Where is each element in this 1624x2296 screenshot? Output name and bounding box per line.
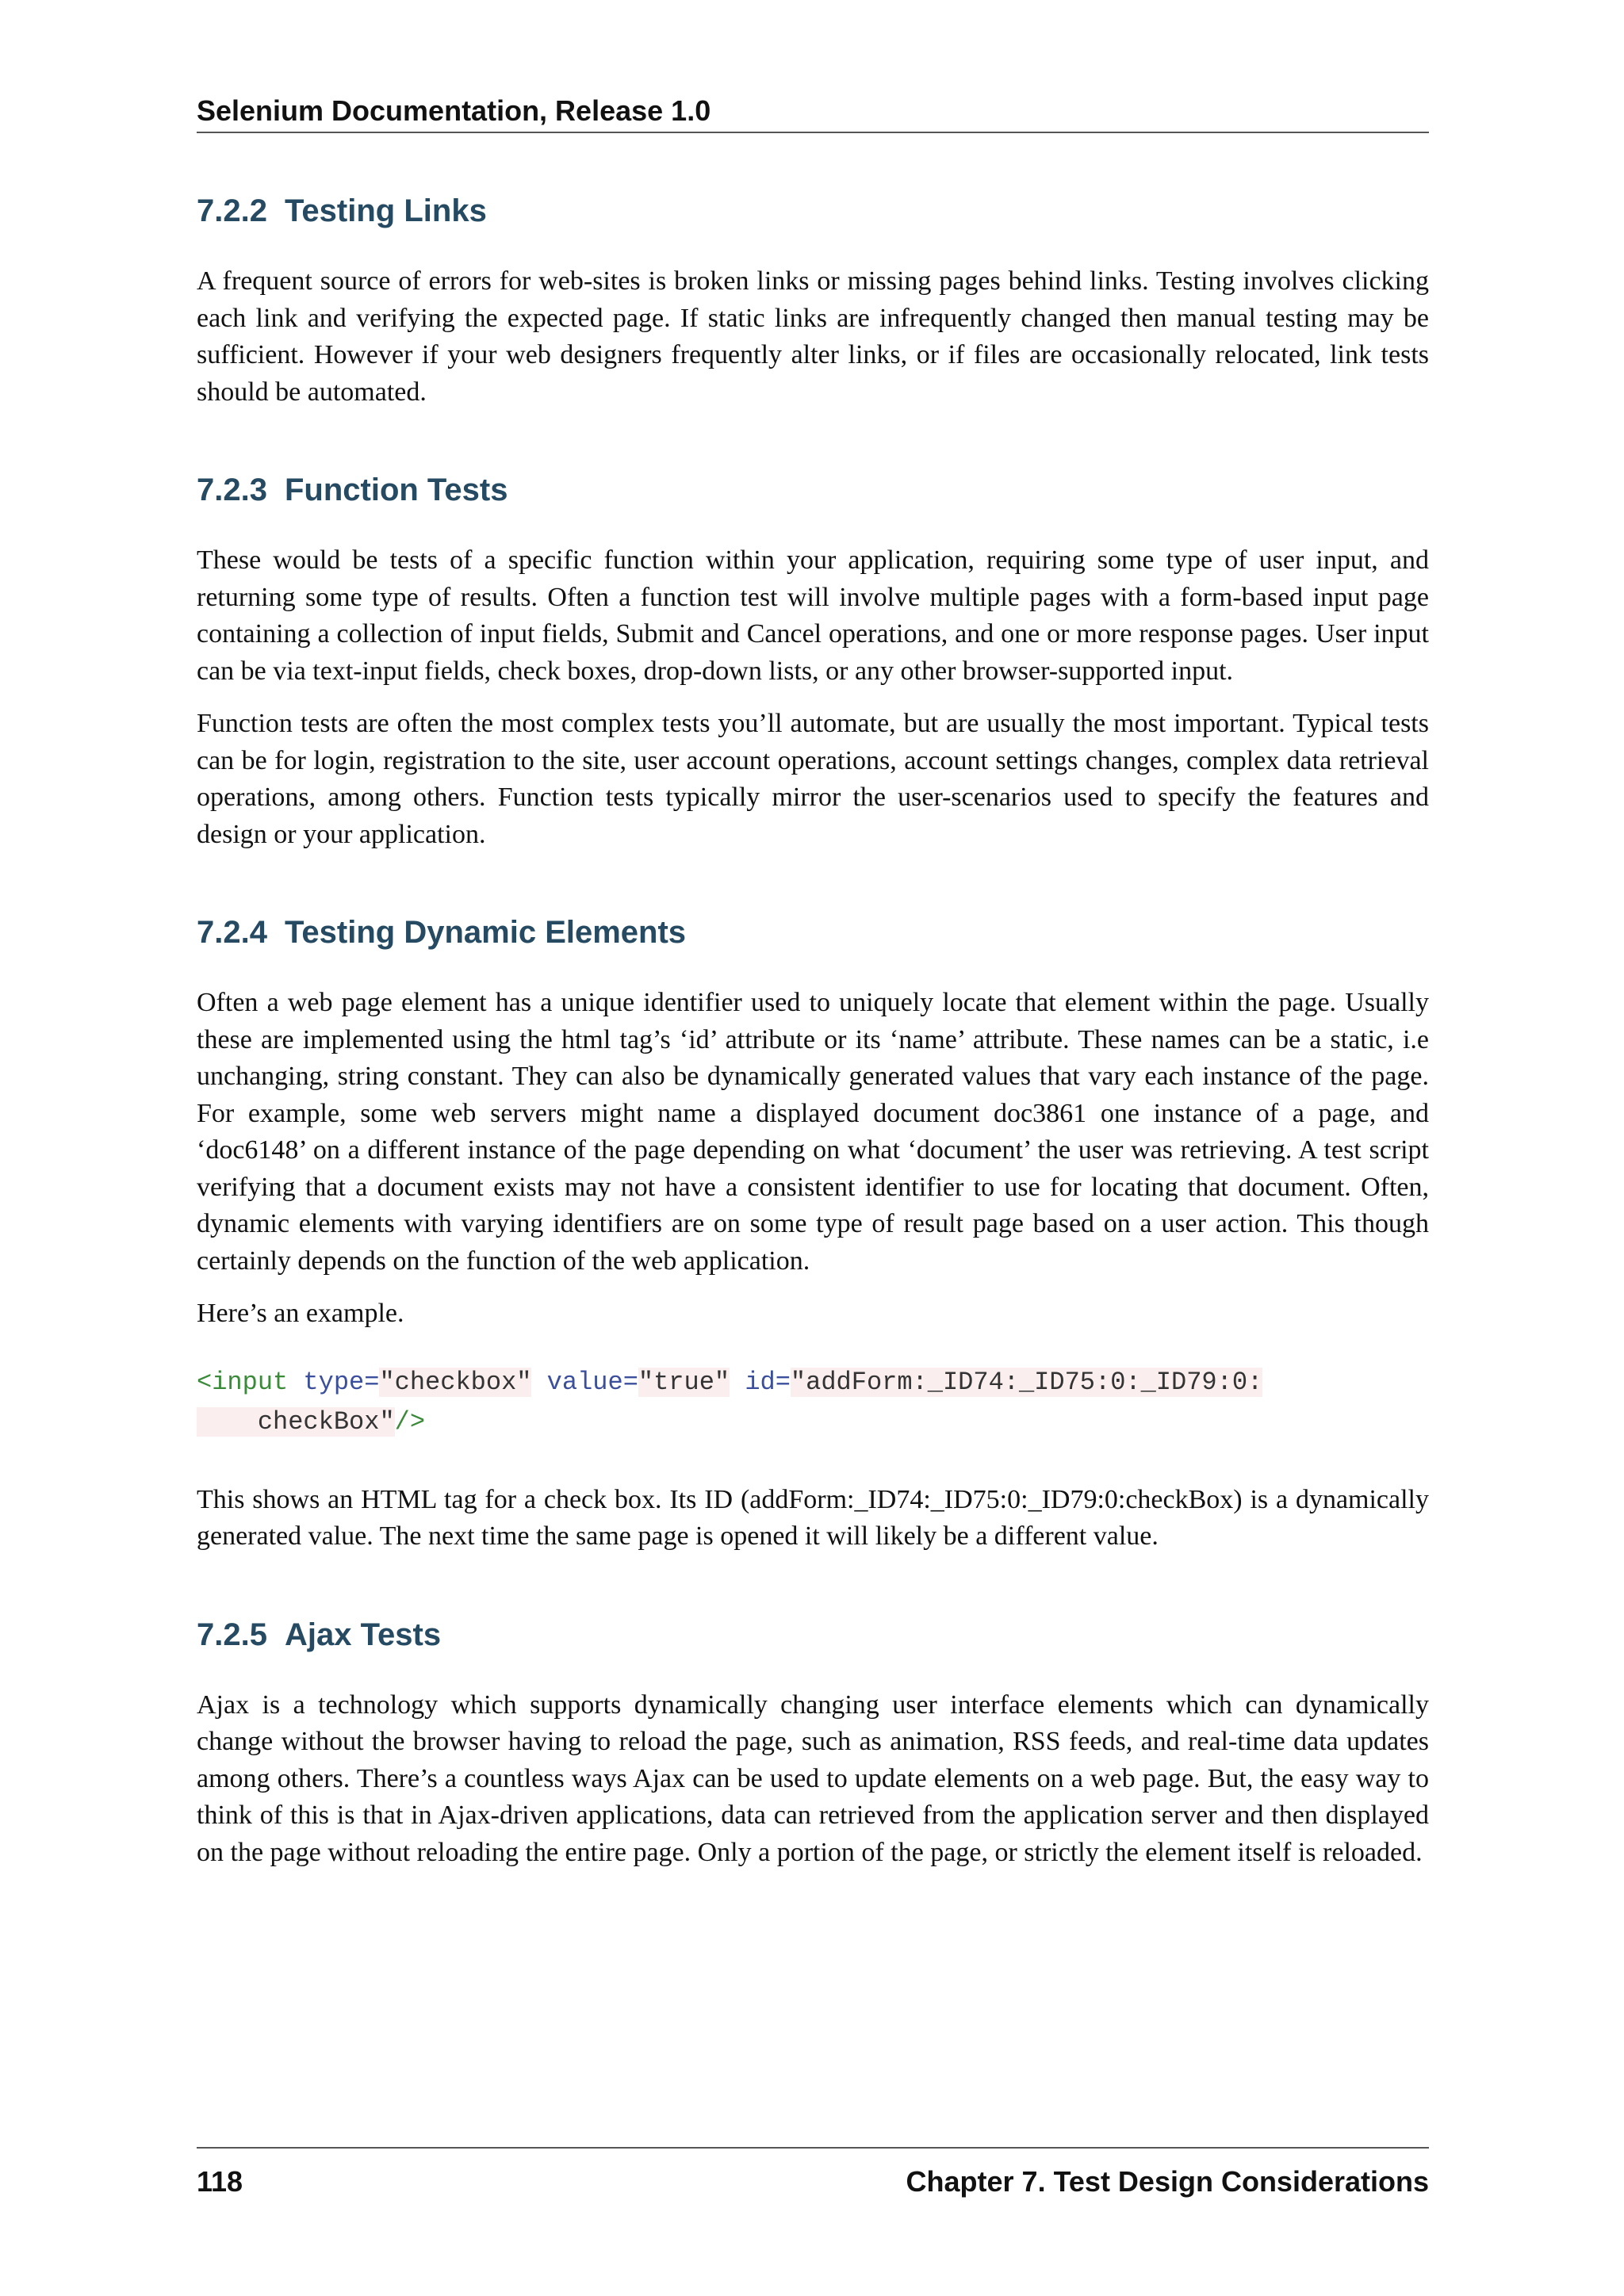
- section-number: 7.2.2: [197, 193, 267, 228]
- paragraph: A frequent source of errors for web-sites is broken links or missing pages behind links. Testing involves clicking each link and verifying the expected page. If static links are infrequently changed then manual testing may be sufficient. However if your web designers frequently alter links, or if files are occasionally relocated, link tests should be automated.: [197, 266, 1429, 407]
- code-value-id-line2: checkBox": [257, 1406, 395, 1437]
- running-header: [197, 89, 1429, 133]
- document-page: [197, 0, 1429, 2296]
- section-heading: [197, 912, 1429, 953]
- section-heading: [197, 469, 1429, 511]
- section-number: 7.2.5: [197, 1617, 267, 1652]
- running-footer: [197, 2147, 1429, 2199]
- paragraph: Often a web page element has a unique identifier used to uniquely locate that element within the page. Usually these are implemented using the html tag’s ‘id’ attribute or its ‘name’ attribute. These names can be a static, i.e unchanging, string constant. They can also be dynamically generated values that vary each instance of the page. For example, some web servers might name a displayed document doc3861 one instance of a page, and ‘doc6148’ on a different instance of the page depending on what ‘document’ the user was retrieving. A test script verifying that a document exists may not have a consistent identifier to use for locating that document. Often, dynamic elements with varying identifiers are on some type of result page based on a user action. This though certainly depends on the function of the web application.: [197, 988, 1429, 1276]
- section-function-tests: [197, 469, 1429, 853]
- section-title: Testing Links: [284, 193, 487, 228]
- section-title: Ajax Tests: [284, 1617, 442, 1652]
- code-value-type: "checkbox": [379, 1367, 532, 1397]
- section-number: 7.2.3: [197, 473, 267, 507]
- paragraph: Ajax is a technology which supports dynamically changing user interface elements which can dynamically change without the browser having to reload the page, such as animation, RSS feeds, and real-time data updates among others. There’s a countless ways Ajax can be used to update elements on a web page. But, the easy way to think of this is that in Ajax-driven applications, data can retrieved from the application server and then displayed on the page without reloading the entire page. Only a portion of the page, or strictly the element itself is reloaded.: [197, 1689, 1429, 1867]
- header-title: Selenium Documentation, Release 1.0: [197, 94, 711, 127]
- code-value-id-line1: "addForm:_ID74:_ID75:0:_ID79:0:: [790, 1367, 1263, 1397]
- paragraph: This shows an HTML tag for a check box. Its ID (addForm:_ID74:_ID75:0:_ID79:0:checkBox) is a dynamically generated value. The next time the same page is opened it will likely be a different value.: [197, 1484, 1429, 1551]
- chapter-title: Chapter 7. Test Design Considerations: [906, 2165, 1429, 2198]
- section-testing-dynamic-elements: [197, 912, 1429, 1556]
- section-testing-links: [197, 190, 1429, 411]
- section-ajax-tests: [197, 1614, 1429, 1872]
- code-attr-type: type=: [303, 1367, 380, 1397]
- section-title: Testing Dynamic Elements: [284, 915, 687, 950]
- code-attr-id: id=: [745, 1367, 791, 1397]
- code-close-tag: />: [394, 1406, 426, 1437]
- paragraph: These would be tests of a specific function within your application, requiring some type of user input, and returning some type of results. Often a function test will involve multiple pages with a form-based input page containing a collection of input fields, Submit and Cancel operations, and one or more response pages. User input can be via text-input fields, check boxes, drop-down lists, or any other browser-supported input.: [197, 545, 1429, 686]
- page-content: [197, 190, 1429, 1930]
- code-example: [197, 1363, 1429, 1442]
- section-heading: [197, 190, 1429, 232]
- code-value-value: "true": [638, 1367, 730, 1397]
- paragraph: Here’s an example.: [197, 1299, 404, 1328]
- page-number: 118: [197, 2165, 243, 2198]
- section-number: 7.2.4: [197, 915, 267, 950]
- section-heading: [197, 1614, 1429, 1655]
- code-attr-value: value=: [546, 1367, 638, 1397]
- code-open-tag: <input: [197, 1367, 289, 1397]
- section-title: Function Tests: [284, 473, 508, 507]
- paragraph: Function tests are often the most complex tests you’ll automate, but are usually the most important. Typical tests can be for login, registration to the site, user account operations, account settings changes, complex data retrieval operations, among others. Function tests typically mirror the user-scenarios used to specify the features and design or your application.: [197, 709, 1429, 849]
